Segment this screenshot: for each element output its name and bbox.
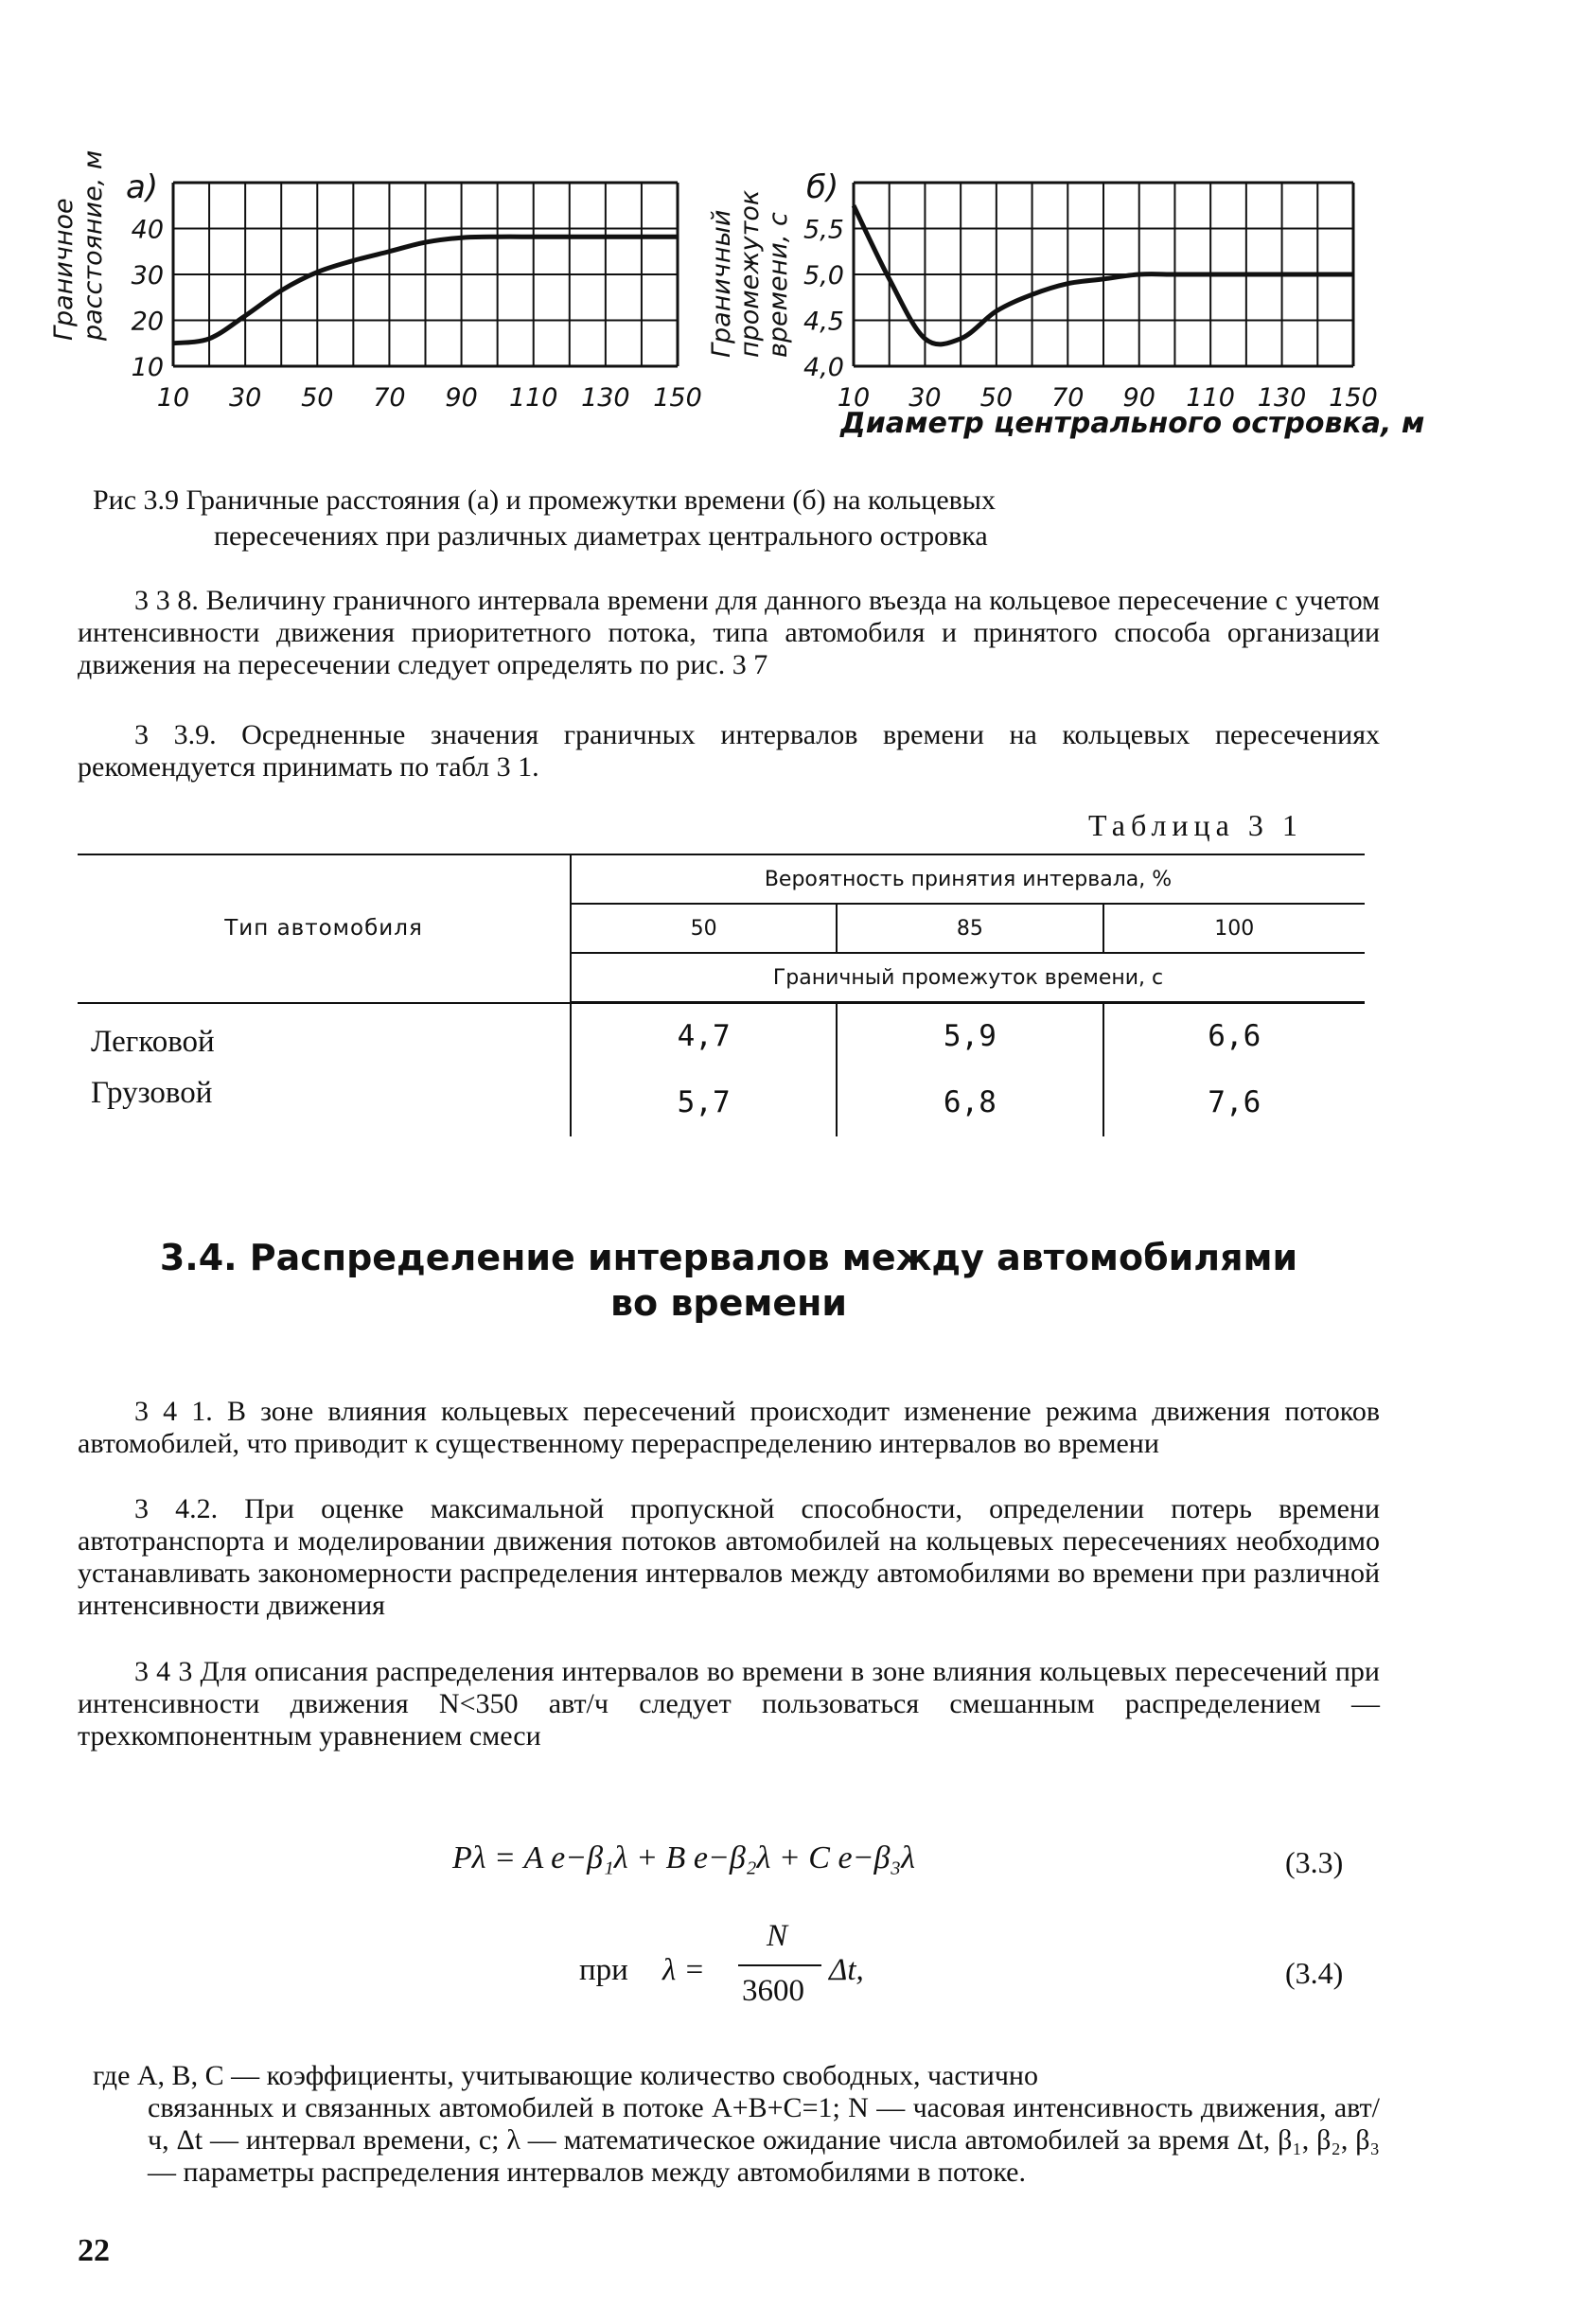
formula-3-4-denominator: 3600 — [742, 1974, 804, 2008]
section-title: 3.4. Распределение интервалов между автомобилями во времени — [159, 1237, 1298, 1324]
chart-b-y-tick-label: 4,0 — [803, 353, 844, 382]
formula-3-4-tail: Δt, — [829, 1953, 864, 1987]
chart-b-x-tick-label: 150 — [1329, 383, 1378, 413]
formula-3-4-number: (3.4) — [1285, 1956, 1344, 1990]
prob-50: 50 — [571, 904, 837, 953]
chart-b-panel-label: б) — [806, 168, 839, 206]
chart-a-x-tick-label: 110 — [508, 383, 558, 413]
chart-a-x-tick-label: 50 — [301, 383, 334, 413]
row-label: Грузовой — [78, 1068, 571, 1136]
table-row — [78, 1003, 1365, 1068]
chart-b-x-tick-label: 70 — [1051, 383, 1085, 413]
chart-a-x-tick-label: 90 — [445, 383, 478, 413]
paragraph-3-3-9: 3 3.9. Осредненные значения граничных интервалов времени на кольцевых пересечениях рекомендуется принимать по табл 3 1. — [78, 719, 1380, 783]
cell-value: 5,7 — [571, 1068, 837, 1136]
formula-3-4-lhs: λ = — [662, 1953, 705, 1987]
figure-caption: Рис 3.9 Граничные расстояния (а) и промежутки времени (б) на кольцевых пересечениях при различных диаметрах центрального островка — [93, 484, 996, 552]
chart-a-y-tick-label: 40 — [131, 215, 164, 245]
chart-a-y-tick-label: 20 — [131, 307, 164, 337]
paragraph-3-4-1: 3 4 1. В зоне влияния кольцевых пересечений происходит изменение режима движения потоков автомобилей, что приводит к существенному перераспределению интервалов во времени — [78, 1396, 1380, 1459]
chart-a-x-tick-label: 70 — [373, 383, 406, 413]
cell-value: 6,6 — [1208, 1018, 1261, 1053]
chart-b-y-tick-label: 5,5 — [803, 215, 844, 245]
table-3-1 — [78, 854, 1365, 1136]
definitions-paragraph: где A, B, C — коэффициенты, учитывающие количество свободных, частично связанных и связанных автомобилей в потоке A+B+C=1; N — часовая интенсивность движения, авт/ч, Δt — интервал времени, с; λ — математическое ожидание числа автомобилей за время Δt, β₁, β₂, β₃ — параметры распределения интервалов между автомобилями в потоке. — [93, 2060, 1380, 2188]
col-header-type: Тип автомобиля — [78, 854, 571, 1003]
col-header-time: Граничный промежуток времени, с — [571, 953, 1365, 1003]
chart-a-y-tick-label: 30 — [131, 261, 164, 290]
chart-b-x-tick-label: 90 — [1122, 383, 1155, 413]
chart-b-x-tick-label: 50 — [979, 383, 1014, 413]
cell-value: 4,7 — [571, 1003, 837, 1068]
paragraph-3-4-2: 3 4.2. При оценке максимальной пропускной способности, определении потерь времени автотранспорта и моделировании движения потоков автомобилей на кольцевых пересечениях необходимо устанавливать закономерности распределения интервалов между автомобилями во времени при различной интенсивности движения — [78, 1493, 1380, 1621]
chart-b-x-tick-label: 130 — [1257, 383, 1307, 413]
formula-3-4-pre: при — [579, 1953, 628, 1987]
chart-a-x-tick-label: 130 — [581, 383, 630, 413]
prob-85: 85 — [837, 904, 1103, 953]
chart-x-title: Диаметр центрального островка, м — [840, 407, 1425, 440]
chart-a-x-tick-label: 10 — [156, 383, 190, 413]
chart-b-x-tick-label: 30 — [908, 383, 942, 413]
cell-value: 7,6 — [1208, 1084, 1261, 1119]
chart-a-y-tick-label: 10 — [131, 353, 164, 382]
col-header-probability: Вероятность принятия интервала, % — [571, 854, 1365, 904]
chart-a-x-tick-label: 30 — [228, 383, 262, 413]
chart-b-x-tick-label: 110 — [1186, 383, 1235, 413]
chart-a-ylabel: Граничное расстояние, м — [49, 150, 108, 341]
formula-3-3: Pλ = A e−β₁λ + B e−β₂λ + C e−β₃λ — [452, 1840, 915, 1875]
table-row — [78, 1068, 1365, 1136]
paragraph-3-4-3: 3 4 3 Для описания распределения интервалов во времени в зоне влияния кольцевых пересечений при интенсивности движения N<350 авт/ч следует пользоваться смешанным распределением — трехкомпонентным уравнением смеси — [78, 1656, 1380, 1752]
formula-3-3-number: (3.3) — [1285, 1845, 1344, 1879]
row-label: Легковой — [78, 1003, 571, 1068]
table-caption: Таблица 3 1 — [1088, 808, 1303, 842]
paragraph-3-3-8: 3 3 8. Величину граничного интервала времени для данного въезда на кольцевое пересечение с учетом интенсивности движения приоритетного потока, типа автомобиля и принятого способа организации движения на пересечении следует определять по рис. 3 7 — [78, 585, 1380, 680]
chart-b-y-tick-label: 4,5 — [803, 307, 844, 337]
prob-100: 100 — [1103, 904, 1365, 953]
chart-b-y-tick-label: 5,0 — [803, 261, 844, 290]
chart-b-x-tick-label: 10 — [837, 383, 871, 413]
cell-value: 6,8 — [837, 1068, 1103, 1136]
page-number: 22 — [78, 2233, 110, 2268]
chart-a-x-tick-label: 150 — [653, 383, 702, 413]
chart-a-panel-label: а) — [126, 168, 159, 206]
cell-value: 5,9 — [837, 1003, 1103, 1068]
formula-3-4-numerator: N — [767, 1919, 788, 1953]
chart-b-ylabel: Граничный промежуток времени, с — [707, 189, 793, 358]
formula-3-4-fraction-bar — [738, 1964, 821, 1966]
figure-3-9 — [0, 0, 1570, 473]
